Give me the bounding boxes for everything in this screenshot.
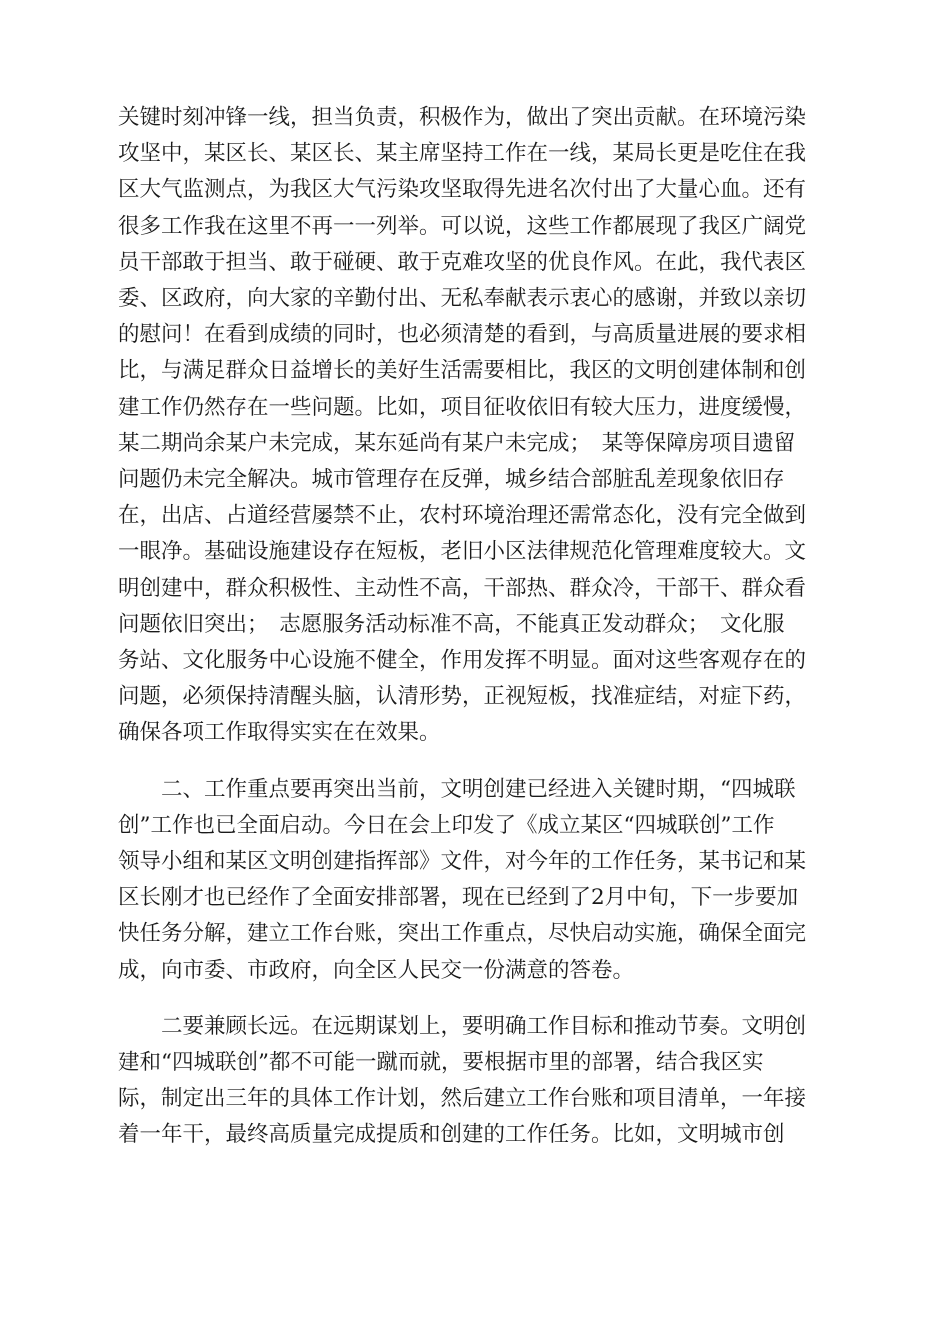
text-line: 际，制定出三年的具体工作计划，然后建立工作台账和项目清单，一年接: [118, 1086, 807, 1112]
text-line: 员干部敢于担当、敢于碰硬、敢于克难攻坚的优良作风。在此，我代表区: [118, 249, 807, 275]
text-line: 在，出店、占道经营屡禁不止，农村环境治理还需常态化，没有完全做到: [118, 503, 807, 529]
paragraph-3: [118, 1009, 840, 1154]
text-line: 区长刚才也已经作了全面安排部署，现在已经到了2月中旬，下一步要加: [118, 885, 799, 911]
text-line: 很多工作我在这里不再一一列举。可以说，这些工作都展现了我区广阔党: [118, 213, 807, 239]
text-line: 问题依旧突出； 志愿服务活动标准不高，不能真正发动群众； 文化服: [118, 611, 785, 637]
text-line: 确保各项工作取得实实在在效果。: [118, 720, 441, 746]
text-line: 明创建中，群众积极性、主动性不高，干部热、群众冷，干部干、群众看: [118, 575, 807, 601]
text-line: 区大气监测点，为我区大气污染攻坚取得先进名次付出了大量心血。还有: [118, 177, 807, 203]
text-line: 的慰问！在看到成绩的同时，也必须清楚的看到，与高质量进展的要求相: [118, 322, 807, 348]
text-line: 问题，必须保持清醒头脑，认清形势，正视短板，找准症结，对症下药，: [118, 684, 807, 710]
text-line: 二要兼顾长远。在远期谋划上，要明确工作目标和推动节奏。文明创: [161, 1013, 807, 1039]
text-line: 务站、文化服务中心设施不健全，作用发挥不明显。面对这些客观存在的: [118, 648, 807, 674]
text-line: 关键时刻冲锋一线，担当负责，积极作为，做出了突出贡献。在环境污染: [118, 105, 807, 130]
text-line: 某二期尚余某户未完成，某东延尚有某户未完成； 某等保障房项目遗留: [118, 430, 796, 456]
text-line: 一眼净。基础设施建设存在短板，老旧小区法律规范化管理难度较大。文: [118, 539, 807, 565]
text-line: 问题仍未完全解决。城市管理存在反弹，城乡结合部脏乱差现象依旧存: [118, 467, 785, 493]
text-line: 二、工作重点要再突出当前，文明创建已经进入关键时期，“四城联: [161, 776, 796, 802]
text-line: 建和“四城联创”都不可能一蹴而就，要根据市里的部署，结合我区实: [118, 1050, 764, 1076]
text-line: 领导小组和某区文明创建指挥部》文件，对今年的工作任务，某书记和某: [118, 849, 807, 875]
text-line: 着一年干，最终高质量完成提质和创建的工作任务。比如，文明城市创: [118, 1122, 785, 1148]
text-line: 委、区政府，向大家的辛勤付出、无私奉献表示衷心的感谢，并致以亲切: [118, 286, 807, 312]
text-line: 建工作仍然存在一些问题。比如，项目征收依旧有较大压力，进度缓慢，: [118, 394, 807, 420]
text-line: 攻坚中，某区长、某区长、某主席坚持工作在一线，某局长更是吃住在我: [118, 141, 807, 167]
text-line: 快任务分解，建立工作台账，突出工作重点，尽快启动实施，确保全面完: [118, 921, 807, 947]
paragraph-2: [118, 772, 840, 989]
paragraph-1: [118, 100, 840, 752]
text-line: 比，与满足群众日益增长的美好生活需要相比，我区的文明创建体制和创: [118, 358, 807, 384]
text-line: 成，向市委、市政府，向全区人民交一份满意的答卷。: [118, 957, 635, 983]
text-line: 创”工作也已全面启动。今日在会上印发了《成立某区“四城联创”工作: [118, 812, 775, 838]
